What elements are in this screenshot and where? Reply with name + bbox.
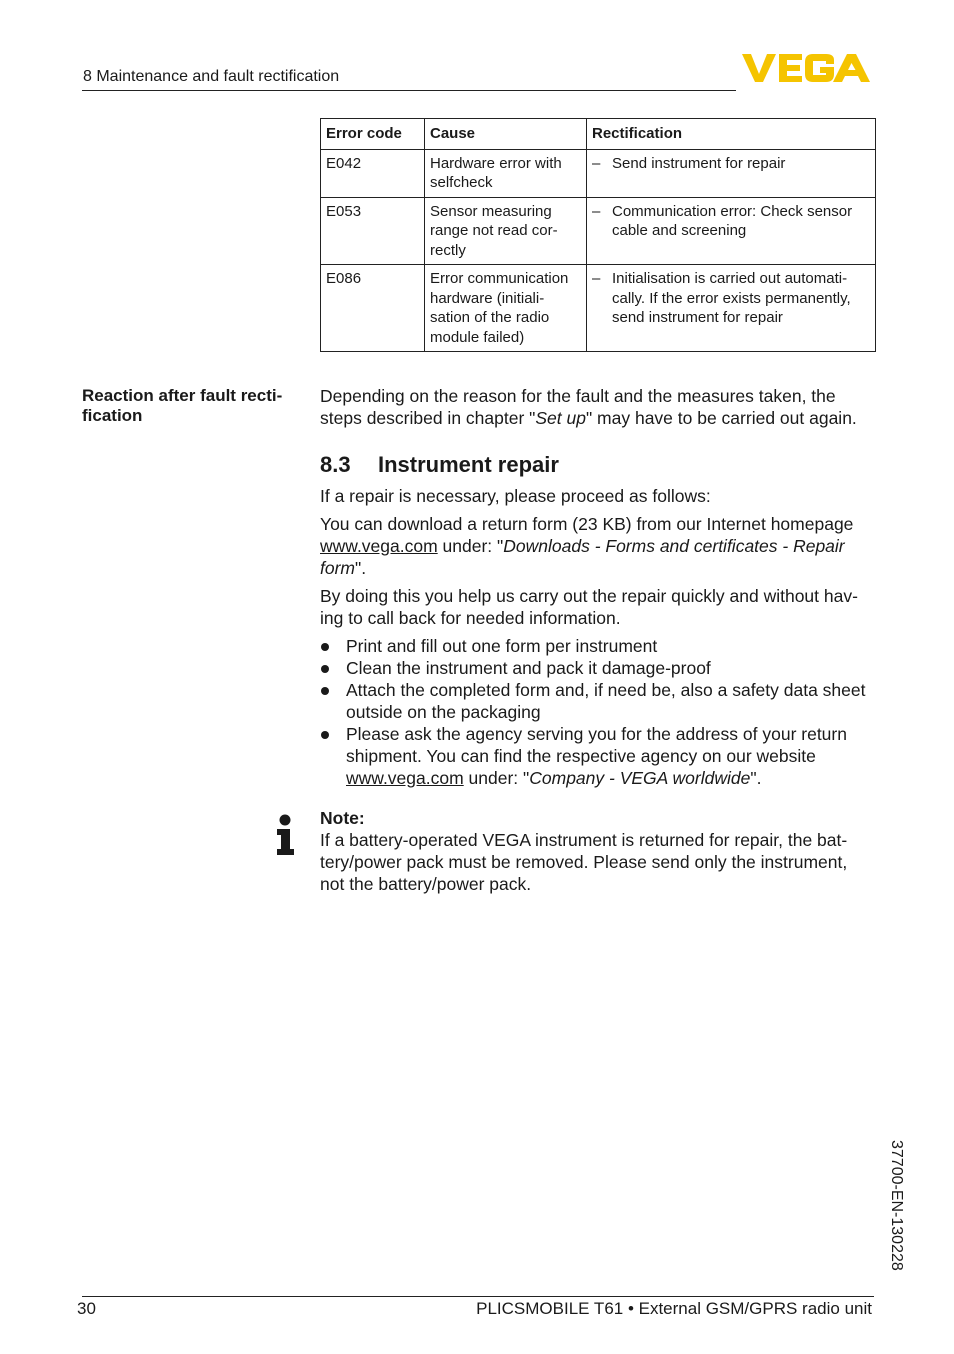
rectification-text: Send instrument for repair	[612, 154, 786, 172]
return-form-paragraph: You can download a return form (23 KB) from our Internet homepage www.vega.com under: "Downloads - Forms and certificates - Repair form".	[320, 514, 854, 578]
cause-cell: Hardware error with selfcheck	[425, 149, 587, 197]
repair-steps-list	[320, 635, 876, 789]
vega-logo	[742, 52, 872, 84]
cause-cell: Error communication hardware (initiali- sation of the radio module failed)	[425, 265, 587, 352]
section-heading	[320, 452, 559, 478]
rectification-cell: – Send instrument for repair	[587, 149, 876, 197]
document-id: 37700-EN-130228	[888, 1140, 905, 1271]
bullet-icon	[321, 731, 329, 739]
rectification-cell: – Initialisation is carried out automati- cally. If the error exists permanently, send instrument for repair	[587, 265, 876, 352]
header-cause: Cause	[425, 119, 587, 150]
table-row	[321, 149, 876, 197]
vega-website-link[interactable]: www.vega.com	[320, 536, 438, 556]
bullet-icon	[321, 665, 329, 673]
cause-cell: Sensor measuring range not read cor- rectly	[425, 197, 587, 265]
bullet-icon	[321, 687, 329, 695]
footer-title: PLICSMOBILE T61 • External GSM/GPRS radio unit	[476, 1299, 872, 1318]
table-header-row	[321, 119, 876, 150]
header-rectification: Rectification	[587, 119, 876, 150]
reaction-side-label: Reaction after fault recti- fication	[82, 386, 283, 425]
footer-rule	[82, 1296, 874, 1297]
bullet-icon	[321, 643, 329, 651]
error-code-cell: E053	[321, 197, 425, 265]
error-code-cell: E042	[321, 149, 425, 197]
header-rule	[82, 90, 736, 91]
list-item: Print and fill out one form per instrument	[320, 635, 876, 657]
rectification-cell: – Communication error: Check sensor cable and screening	[587, 197, 876, 265]
list-item: Attach the completed form and, if need be, also a safety data sheet outside on the packaging	[320, 679, 876, 723]
rectification-text: Communication error: Check sensor cable and screening	[612, 202, 853, 239]
running-header: 8 Maintenance and fault rectification	[83, 68, 340, 85]
section-number: 8.3	[320, 452, 351, 477]
repair-intro: If a repair is necessary, please proceed as follows:	[320, 486, 711, 506]
note-title: Note:	[320, 808, 365, 828]
page-number: 30	[77, 1299, 96, 1318]
header-error-code: Error code	[321, 119, 425, 150]
list-item: Clean the instrument and pack it damage-proof	[320, 657, 876, 679]
reaction-paragraph: Depending on the reason for the fault and the measures taken, the steps described in chapter "Set up" may have to be carried out again.	[320, 386, 857, 428]
list-item: Please ask the agency serving you for the address of your return shipment. You can find the respective agency on our website www.vega.com under: "Company - VEGA worldwide".	[320, 723, 876, 789]
error-code-cell: E086	[321, 265, 425, 352]
section-title: Instrument repair	[378, 452, 559, 477]
table-row	[321, 197, 876, 265]
note-text: If a battery-operated VEGA instrument is returned for repair, the bat- tery/power pack must be removed. Please send only the instrument, not the battery/power pack.	[320, 830, 848, 894]
repair-benefit-paragraph: By doing this you help us carry out the repair quickly and without hav- ing to call back for needed information.	[320, 586, 858, 628]
table-row	[321, 265, 876, 352]
vega-website-link[interactable]: www.vega.com	[346, 768, 464, 788]
rectification-text: Initialisation is carried out automati- cally. If the error exists permanently, send instrument for repair	[612, 270, 851, 326]
info-icon	[276, 814, 296, 856]
error-code-table	[320, 118, 876, 352]
